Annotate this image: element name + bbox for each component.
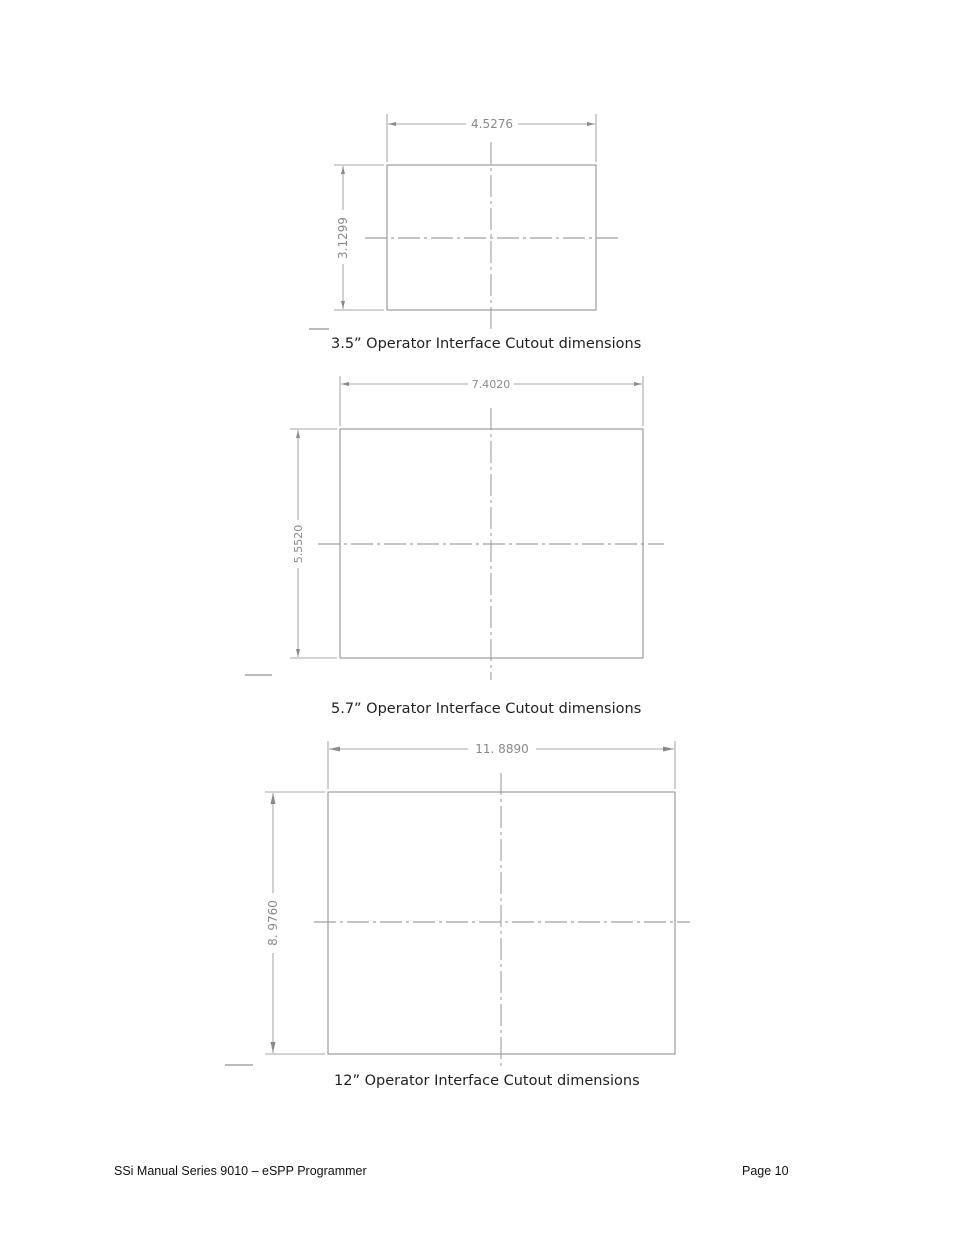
cutout-rectangle xyxy=(340,429,643,658)
arrow-icon xyxy=(587,122,595,126)
height-dimension-label: 3.1299 xyxy=(336,217,350,259)
arrow-icon xyxy=(388,122,396,126)
cutout-rectangle xyxy=(387,165,596,310)
caption-12-inch: 12” Operator Interface Cutout dimensions xyxy=(334,1073,640,1089)
drawing-stamp-mark xyxy=(225,1064,253,1066)
width-dimension-label: 7.4020 xyxy=(471,378,511,391)
arrow-icon xyxy=(296,430,300,438)
footer-page-number: Page 10 xyxy=(742,1164,789,1178)
arrow-icon xyxy=(271,1042,276,1053)
arrow-icon xyxy=(634,382,642,386)
drawing-12-inch xyxy=(225,741,690,1068)
drawing-3-5-inch xyxy=(309,114,620,333)
height-dimension-label: 8. 9760 xyxy=(266,900,280,946)
arrow-icon xyxy=(341,301,345,309)
drawing-stamp-mark xyxy=(309,328,329,330)
drawing-5-7-inch xyxy=(245,376,664,680)
arrow-icon xyxy=(271,793,276,804)
arrow-icon xyxy=(341,166,345,174)
arrow-icon xyxy=(329,747,340,752)
width-dimension-label: 11. 8890 xyxy=(475,742,529,756)
arrow-icon xyxy=(296,649,300,657)
width-dimension-label: 4.5276 xyxy=(471,117,513,131)
drawing-stamp-mark xyxy=(245,674,272,676)
caption-3-5-inch: 3.5” Operator Interface Cutout dimensions xyxy=(331,336,642,352)
arrow-icon xyxy=(341,382,349,386)
footer-document-title: SSi Manual Series 9010 – eSPP Programmer xyxy=(114,1164,367,1178)
cutout-rectangle xyxy=(328,792,675,1054)
arrow-icon xyxy=(663,747,674,752)
caption-5-7-inch: 5.7” Operator Interface Cutout dimensions xyxy=(331,701,642,717)
height-dimension-label: 5.5520 xyxy=(292,524,305,564)
